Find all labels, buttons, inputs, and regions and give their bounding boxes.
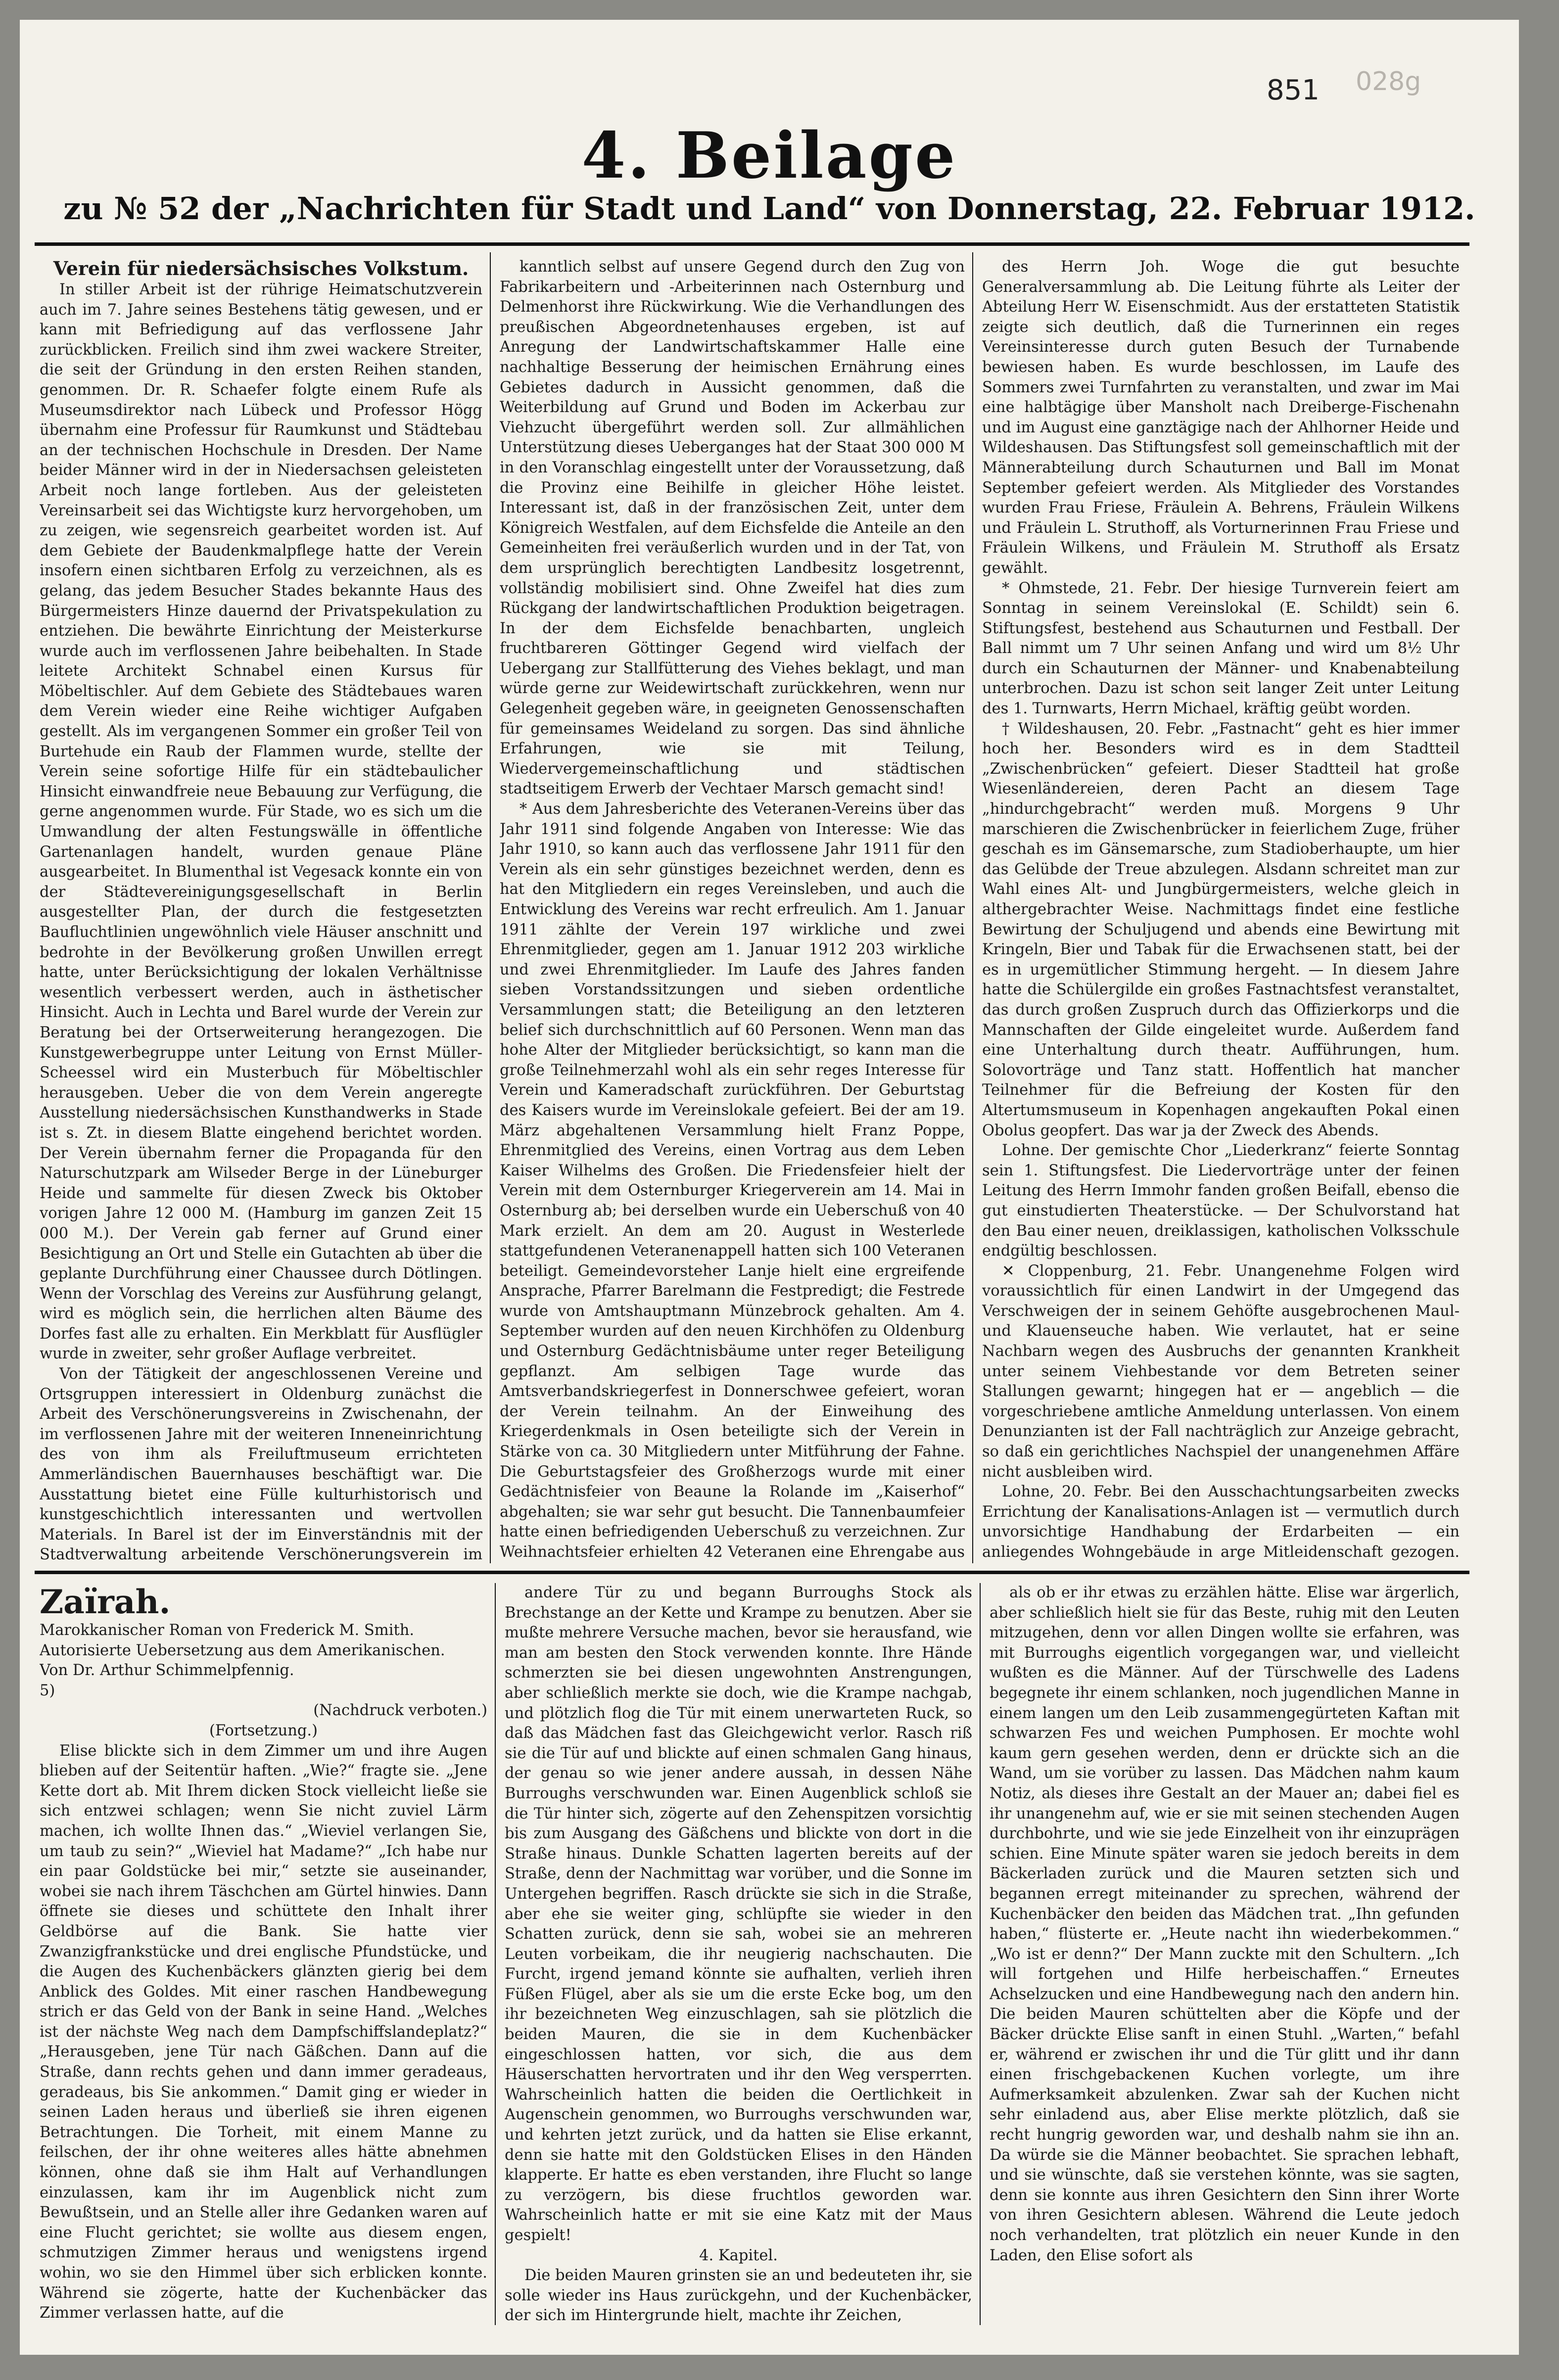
article-paragraph: ✕ Cloppenburg, 21. Febr. Unangenehme Folgen wird voraussichtlich für einen Landwirt in der Umgegend das Verschweigen der in seinem Gehöfte ausgebrochenen Maul- und Klauenseuche haben. Wie verlautet, hat er seine Nachbarn wegen des Ausbruchs der genannten Krankheit unter seinem Viehbestande vor dem Betreten seiner Stallungen gewarnt; hingegen hat er — angeblich — die vorgeschriebene amtliche Anmeldung unterlassen. Von einem Denunzianten ist der Fall nachträglich zur Anzeige gebracht, so daß ein gerichtliches Nachspiel der unangenehmen Affäre nicht ausbleiben wird. (982, 1262, 1460, 1481)
article-paragraph: * Ohmstede, 21. Febr. Der hiesige Turnverein feiert am Sonntag in seinem Vereinslokal (E. Schildt) sein 6. Stiftungsfest, bestehend aus Schauturnen und Festball. Der Ball nimmt um 7 Uhr seinen Anfang und wird um 8½ Uhr durch ein Schauturnen der Männer- und Knabenabteilung unterbrochen. Dazu ist schon seit langer Zeit unter Leitung des 1. Turnwarts, Herrn Michael, kräftig geübt worden. (982, 579, 1460, 718)
novel-title: Zaïrah. (40, 1583, 171, 1621)
column-divider (495, 1583, 496, 2325)
article-paragraph: † Wildeshausen, 20. Febr. „Fastnacht“ geht es hier immer hoch her. Besonders wird es in dem Stadtteil „Zwischenbrücken“ gefeiert. Dieser Stadtteil hat große Wiesenländereien, deren Pacht an diesem Tage „hindurchgebracht“ werden muß. Morgens 9 Uhr marschieren die Zwischenbrücker in feierlichem Zuge, früher geschah es im Gänsemarsche, zum Stadioberhaupte, um hier das Gelübde der Treue abzulegen. Alsdann schreitet man zur Wahl eines Alt- und Jungbürgermeisters, welche gleich in althergebrachter Weise. Nachmittags findet eine festliche Bewirtung der Schuljugend und abends eine Bewirtung mit Kringeln, Bier und Tabak für die Erwachsenen statt, bei der es in urgemütlicher Stimmung hergeht. — In diesem Jahre hatte die Schülergilde ein großes Fastnachtsfest veranstaltet, das durch großen Zuspruch durch das Offizierkorps und die Mannschaften der Gilde eingeleitet wurde. Außerdem fand eine Unterhaltung durch theatr. Aufführungen, hum. Solovorträge und Tanz statt. Hoffentlich hat mancher Teilnehmer für die Befreiung der Kosten für den Altertumsmuseum in Kopenhagen angekauften Pokal einen Obolus geopfert. Das war ja der Zweck des Abends. (982, 720, 1460, 1139)
supplement-title: 4. Beilage (581, 119, 957, 193)
column-3 (982, 257, 1460, 1563)
continuation-note: (Fortsetzung.) (209, 1722, 318, 1739)
column-divider (972, 252, 973, 1563)
article-paragraph: * Aus dem Jahresberichte des Veteranen-Vereins über das Jahr 1911 sind folgende Angaben von Interesse: Wie das Jahr 1910, so kann auch das verflossene Jahr 1911 für den Verein als ein sehr günstiges bezeichnet werden, denn es hat den Mitgliedern ein reges Vereinsleben, und auch die Entwicklung des Vereins war recht erfreulich. Am 1. Januar 1911 zählte der Verein 197 wirkliche und zwei Ehrenmitglieder, gegen am 1. Januar 1912 203 wirkliche und zwei Ehrenmitglieder. Im Laufe des Jahres fanden sieben Vorstandssitzungen und sieben ordentliche Versammlungen statt; die Beteiligung an den letzteren belief sich durchschnittlich auf 60 Personen. Wenn man das hohe Alter der Mitglieder berücksichtigt, so kann man die große Teilnehmerzahl wohl als ein sehr reges Interesse für Verein und Kameradschaft zurückführen. Der Geburtstag des Kaisers wurde im Vereinslokale gefeiert. Bei der am 19. März abgehaltenen Versammlung hielt Franz Poppe, Ehrenmitglied des Vereins, einen Vortrag aus dem Leben Kaiser Wilhelms des Großen. Die Friedensfeier hielt der Verein mit dem Osternburger Kriegerverein am 14. Mai in Osternburg ab; bei derselben wurde ein Ueberschuß von 40 Mark erzielt. An dem am 20. August in Westerlede stattgefundenen Veteranenappell hatten sich 100 Veteranen beteiligt. Gemeindevorsteher Lanje hielt eine ergreifende Ansprache, Pfarrer Barelmann die Festpredigt; die Festrede wurde von Amtshauptmann Münzebrock gehalten. Am 4. September wurden auf den neuen Kirchhöfen zu Oldenburg und Osternburg Gedächtnisbäume unter reger Beteiligung gepflanzt. Am selbigen Tage wurde das Amtsverbandskriegerfest in Donnerschwee gefeiert, woran der Verein teilnahm. An der Einweihung des Kriegerdenkmals in Osen beteiligte sich der Verein in Stärke von ca. 30 Mitgliedern unter Mitführung der Fahne. Die Geburtstagsfeier des Großherzogs wurde mit einer Gedächtnisfeier von Beaune la Rolande im „Kaiserhof“ abgehalten; sie war sehr gut besucht. Die Tannenbaumfeier hatte einen befriedigenden Ueberschuß zu verzeichnen. Zur Weihnachtsfeier erhielten 42 Veteranen eine Ehrengabe aus (500, 800, 965, 1561)
novel-text: als ob er ihr etwas zu erzählen hätte. Elise war ärgerlich, aber schließlich hielt sie für das Beste, ruhig mit den Leuten mitzugehen, denn vor allen Dingen wollte sie erfahren, was mit Burroughs eigentlich vorgegangen war, und vielleicht wußten es die Männer. Auf der Türschwelle des Ladens begegnete ihr einem schlanken, noch jugendlichen Manne in einem langen um den Leib zusammengegürteten Kaftan mit schwarzen Fes und weichen Pumphosen. Er mochte wohl kaum gern gesehen werden, denn er drückte sich an die Wand, um sie vorüber zu lassen. Das Mädchen nahm kaum Notiz, als dieses ihre Gestalt an der Mauer an; dabei fiel es ihr unangenehm auf, wie er sie mit seinen stechenden Augen durchbohrte, und wie sie jede Einzelheit von ihr einzuprägen schien. Eine Minute später waren sie jedoch bereits in dem Bäckerladen zurück und die Mauren setzten sich und begannen erregt miteinander zu sprechen, während der Kuchenbäcker den beiden das Mädchen trat. „Ihn gefunden haben,“ flüsterte er. „Heute nacht ihn wiederbekommen.“ „Wo ist er denn?“ Der Mann zuckte mit den Schultern. „Ich will fortgehen und Hilfe herbeischaffen.“ Erneutes Achselzucken und eine Handbewegung nach den andern hin. Die beiden Mauren schüttelten aber die Köpfe und der Bäcker drückte Elise sanft in einen Stuhl. „Warten,“ befahl er, während er zwischen ihr und die Tür glitt und ihr dann einen frischgebackenen Kuchen vorlegte, um ihre Aufmerksamkeit abzulenken. Zwar sah der Kuchen nicht sehr einladend aus, aber Elise merkte plötzlich, daß sie recht hungrig geworden war, und deshalb nahm sie ihn an. Da würde sie die Männer beobachtet. Sie sprachen lebhaft, und sie wünschte, daß sie verstehen könnte, was sie sagten, denn sie konnte aus ihren Gesichtern den Sinn ihrer Worte von ihren Gesichtern ablesen. Während die Leute jedoch noch verhandelten, trat plötzlich ein neuer Kunde in den Laden, den Elise sofort als (990, 1584, 1460, 2264)
article-paragraph: Lohne. Der gemischte Chor „Liederkranz“ feierte Sonntag sein 1. Stiftungsfest. Die Liedervorträge unter der feinen Leitung des Herrn Immohr fanden großen Beifall, ebenso die gut einstudierten Theaterstücke. — Der Schulvorstand hat den Bau einer neuen, dreiklassigen, katholischen Volksschule endgültig beschlossen. (982, 1142, 1460, 1260)
novel-translator: Von Dr. Arthur Schimmelpfennig. (40, 1662, 294, 1680)
novel-column-1 (40, 1583, 487, 2330)
novel-translation-note: Autorisierte Uebersetzung aus dem Amerikanischen. (40, 1641, 445, 1659)
page-number: 851 (1267, 74, 1320, 106)
rights-notice: (Nachdruck verboten.) (313, 1702, 487, 1720)
article-paragraph: Lohne, 20. Febr. Bei den Ausschachtungsarbeiten zwecks Errichtung der Kanalisations-Anlagen ist — vermutlich durch unvorsichtige Handhabung der Erdarbeiten — ein anliegendes Wohngebäude in arge Mitleidenschaft gezogen. (982, 1483, 1460, 1561)
novel-text: andere Tür zu und begann Burroughs Stock als Brechstange an der Kette und Krampe zu benutzen. Aber sie mußte mehrere Versuche machen, bevor sie herausfand, wie man am besten den Stock verwenden konnte. Ihre Hände schmerzten sie bei diesen ungewohnten Anstrengungen, aber schließlich merkte sie doch, wie die Krampe nachgab, und plötzlich flog die Tür mit einem unerwarteten Ruck, so daß das Mädchen fast das Gleichgewicht verlor. Rasch riß sie die Tür auf und blickte auf einen schmalen Gang hinaus, der genau so wie jener andere aussah, in dessen Nähe Burroughs verschwunden war. Einen Augenblick schloß sie die Tür hinter sich, zögerte auf den Zehenspitzen vorsichtig bis zum Ausgang des Gäßchens und blickte von dort in die Straße hinaus. Dunkle Schatten lagerten bereits auf der Straße, denn der Nachmittag war vorüber, und die Sonne im Untergehen begriffen. Rasch drückte sie sich in die Straße, aber ehe sie weiter ging, schlüpfte sie wieder in den Schatten zurück, denn sie sah, wobei sie an mehreren Leuten vorbeikam, die ihr neugierig nachschauten. Die Furcht, irgend jemand könnte sie aufhalten, verlieh ihren Füßen Flügel, aber als sie um die erste Ecke bog, um den ihr bezeichneten Weg einzuschlagen, sah sie plötzlich die beiden Mauren, die sie in dem Kuchenbäcker eingeschlossen hatten, vor sich, die aus dem Häuserschatten hervortraten und ihr den Weg versperrten. Wahrscheinlich hatten die beiden die Oertlichkeit in Augenschein genommen, wo Burroughs verschwunden war, und kehrten jetzt zurück, und da hatten sie Elise erkannt, denn sie hatte mit den Goldstücken Elises in den Händen klapperte. Er hatte es eben verstanden, ihre Flucht so lange zu verzögern, bis diese fruchtlos geworden war. Wahrscheinlich hatte er mit sie eine Katz mit der Maus gespielt! (505, 1584, 972, 2244)
article-paragraph: Von der Tätigkeit der angeschlossenen Vereine und Ortsgruppen interessiert in Oldenburg zunächst die Arbeit des Verschönerungsvereins in Zwischenahn, der im verflossenen Jahre mit der weiteren Inneneinrichtung des von ihm als Freiluftmuseum errichteten Ammerländischen Bauernhauses beschäftigt war. Die Ausstattung bietet eine Fülle kulturhistorisch und kunstgeschichtlich interessanten und wertvollen Materials. In Barel ist der im Einverständnis mit der Stadtverwaltung arbeitende Verschönerungsverein im (40, 1365, 482, 1563)
article-paragraph: des Herrn Joh. Woge die gut besuchte Generalversammlung ab. Die Leitung führte als Leiter der Abteilung Herr W. Eisenschmidt. Aus der erstatteten Statistik zeigte sich deutlich, daß die Turnerinnen ein reges Vereinsinteresse durch guten Besuch der Turnabende bewiesen haben. Es wurde beschlossen, im Laufe des Sommers zwei Turnfahrten zu veranstalten, und zwar im Mai eine halbtägige über Mansholt nach Dreiberge-Fischenahn und im August eine ganztägige nach der Ahlhorner Heide und Wildeshausen. Das Stiftungsfest soll gemeinschaftlich mit der Männerabteilung durch Schauturnen und Ball im Monat September gefeiert werden. Als Mitglieder des Vorstandes wurden Frau Friese, Fräulein A. Behrens, Fräulein Wilkens und Fräulein L. Struthoff, als Vorturnerinnen Frau Friese und Fräulein Wilkens, und Fräulein M. Struthoff als Ersatz gewählt. (982, 258, 1460, 577)
archive-stamp: 028g (1356, 67, 1421, 96)
installment-number: 5) (40, 1681, 55, 1699)
column-1 (40, 257, 482, 1563)
supplement-subtitle: zu № 52 der „Nachrichten für Stadt und Land“ von Donnerstag, 22. Februar 1912. (63, 190, 1475, 227)
column-divider (980, 1583, 981, 2325)
header-rule (35, 242, 1469, 246)
novel-text: Elise blickte sich in dem Zimmer um und ihre Augen blieben auf der Seitentür haften. „Wie?“ fragte sie. „Jene Kette dort ab. Mit Ihrem dicken Stock vielleicht ließe sie sich entzwei schlagen; wenn Sie nicht zuviel Lärm machen, ich wollte Ihnen das.“ „Wieviel verlangen Sie, um taub zu sein?“ „Wieviel hat Madame?“ „Ich habe nur ein paar Goldstücke bei mir,“ setzte sie auseinander, wobei sie nach ihrem Täschchen am Gürtel hinwies. Dann öffnete sie dieses und schüttete den Inhalt ihrer Geldbörse auf die Bank. Sie hatte vier Zwanzigfrankstücke und drei englische Pfundstücke, und die Augen des Kuchenbäckers glänzten gierig bei dem Anblick des Goldes. Mit einer raschen Handbewegung strich er das Geld von der Bank in seine Hand. „Welches ist der nächste Weg nach dem Dampfschiffslandeplatz?“ „Herausgeben, jene Tür nach Gäßchen. Dann auf die Straße, dann rechts gehen und dann immer geradeaus, geradeaus, bis Sie ankommen.“ Damit ging er wieder in seinen Laden heraus und überließ sie ihren eigenen Betrachtungen. Die Torheit, mit einem Manne zu feilschen, der ihr ohne weiteres alles hätte abnehmen können, ohne daß sie ihm Halt auf Verhandlungen einzulassen, kam ihr im Augenblick nicht zum Bewußtsein, und an Stelle aller ihre Gedanken waren auf eine Flucht gerichtet; sie wollte aus diesem engen, schmutzigen Zimmer heraus und wenigstens irgend wohin, wo sie den Himmel über sich erblicken konnte. Während sie zögerte, hatte der Kuchenbäcker das Zimmer verlassen hatte, auf die (40, 1742, 487, 2322)
article-heading: Verein für niedersächsisches Volkstum. (53, 257, 469, 280)
newspaper-page (20, 20, 1519, 2355)
article-paragraph: kanntlich selbst auf unsere Gegend durch den Zug von Fabrikarbeitern und -Arbeiterinnen nach Osternburg und Delmenhorst ihre Rückwirkung. Wie die Verhandlungen des preußischen Abgeordnetenhauses ergeben, ist auf Anregung der Landwirtschaftskammer Halle eine nachhaltige Besserung der heimischen Ernährung eines Gebietes dadurch in Aussicht genommen, daß die Weiterbildung auf Grund und Boden im Ackerbau zur Viehzucht übergeführt werden soll. Zur allmählichen Unterstützung dieses Ueberganges hat der Staat 300 000 M in den Voranschlag eingestellt unter der Voraussetzung, daß die Provinz eine Beihilfe in gleicher Höhe leistet. Interessant ist, daß in der französischen Zeit, unter dem Königreich Westfalen, auf dem Eichsfelde die Anteile an den Gemeinheiten frei veräußerlich wurden und in der Tat, von dem ursprünglich berechtigten Landbesitz losgetrennt, vollständig mobilisiert sind. Ohne Zweifel hat dies zum Rückgang der landwirtschaftlichen Produktion beigetragen. In der dem Eichsfelde benachbarten, ungleich fruchtbareren Göttinger Gegend wird vielfach der Uebergang zur Stallfütterung des Viehes beklagt, und man würde gerne zur Weidewirtschaft zurückkehren, wenn nur Gelegenheit gegeben wäre, in geeigneten Genossenschaften für gemeinsames Weideland zu sorgen. Das sind ähnliche Erfahrungen, wie sie mit Teilung, Wiedervergemeinschaftlichung und städtischen stadtseitigem Erwerb der Vechtaer Marsch gemacht sind! (500, 258, 965, 798)
column-2 (500, 257, 965, 1563)
novel-text: Die beiden Mauren grinsten sie an und bedeuteten ihr, sie solle wieder ins Haus zurückgehn, und der Kuchenbäcker, der sich im Hintergrunde hielt, machte ihr Zeichen, (505, 2267, 972, 2325)
novel-column-3 (990, 1583, 1460, 2330)
chapter-heading: 4. Kapitel. (699, 2246, 778, 2264)
feuilleton-rule (35, 1571, 1469, 1574)
novel-subtitle: Marokkanischer Roman von Frederick M. Smith. (40, 1622, 415, 1639)
novel-column-2 (505, 1583, 972, 2330)
column-divider (490, 252, 491, 1563)
article-paragraph: In stiller Arbeit ist der rührige Heimatschutzverein auch im 7. Jahre seines Bestehens tätig gewesen, und er kann mit Befriedigung auf das verflossene Jahr zurückblicken. Freilich sind ihm zwei wackere Streiter, die seit der Gründung in den ersten Reihen standen, genommen. Dr. R. Schaefer folgte einem Rufe als Museumsdirektor nach Lübeck und Professor Högg übernahm eine Professur für Raumkunst und Städtebau an der technischen Hochschule in Dresden. Der Name beider Männer wird in der in Niedersachsen geleisteten Arbeit noch lange fortleben. Aus der geleisteten Vereinsarbeit sei das Wichtigste kurz hervorgehoben, um zu zeigen, wie segensreich gearbeitet worden ist. Auf dem Gebiete der Baudenkmalpflege hatte der Verein insofern einen sichtbaren Erfolg zu verzeichnen, als es gelang, das jedem Besucher Stades bekannte Haus des Bürgermeisters Hinze dauernd der Privatspekulation zu entziehen. Die bewährte Einrichtung der Meisterkurse wurde auch im verflossenen Jahre beibehalten. In Stade leitete Architekt Schnabel einen Kursus für Möbeltischler. Auf dem Gebiete des Städtebaues waren dem Verein wieder eine Reihe wichtiger Aufgaben gestellt. Als im vergangenen Sommer ein großer Teil von Burtehude ein Raub der Flammen wurde, stellte der Verein seine sofortige Hilfe für ein städtebaulicher Hinsicht einwandfreie neue Bebauung zur Verfügung, die gerne angenommen wurde. Für Stade, wo es sich um die Umwandlung der alten Festungswälle in öffentliche Gartenanlagen handelt, wurden genaue Pläne ausgearbeitet. In Blumenthal ist Vegesack konnte ein von der Städtevereinigungsgesellschaft in Berlin ausgestellter Plan, der durch die festgesetzten Baufluchtlinien ungewöhnlich viele Häuser anschnitt und bedrohte in der Bevölkerung großen Unwillen erregt hatte, unter Berücksichtigung der lokalen Verhältnisse wesentlich verbessert werden, auch in ästhetischer Hinsicht. Auch in Lechta und Barel wurde der Verein zur Beratung bei der Ortserweiterung herangezogen. Die Kunstgewerbegruppe unter Leitung von Ernst Müller-Scheessel wird ein Musterbuch für Möbeltischler herausgeben. Ueber die von dem Verein angeregte Ausstellung niedersächsischen Kunsthandwerks in Stade ist s. Zt. in diesem Blatte eingehend berichtet worden. Der Verein übernahm ferner die Propaganda für den Naturschutzpark am Wilseder Berge in der Lüneburger Heide und sammelte für diesen Zweck bis Oktober vorigen Jahre 12 000 M. (Hamburg im ganzen Zeit 15 000 M.). Der Verein gab ferner auf Grund einer Besichtigung an Ort und Stelle ein Gutachten ab über die geplante Durchführung einer Chaussee durch Dötlingen. Wenn der Vorschlag des Vereins zur Ausführung gelangt, wird es möglich sein, die herrlichen alten Bäume des Dorfes fast alle zu erhalten. Ein Merkblatt für Ausflügler wurde in zweiter, sehr großer Auflage verbreitet. (40, 281, 482, 1363)
